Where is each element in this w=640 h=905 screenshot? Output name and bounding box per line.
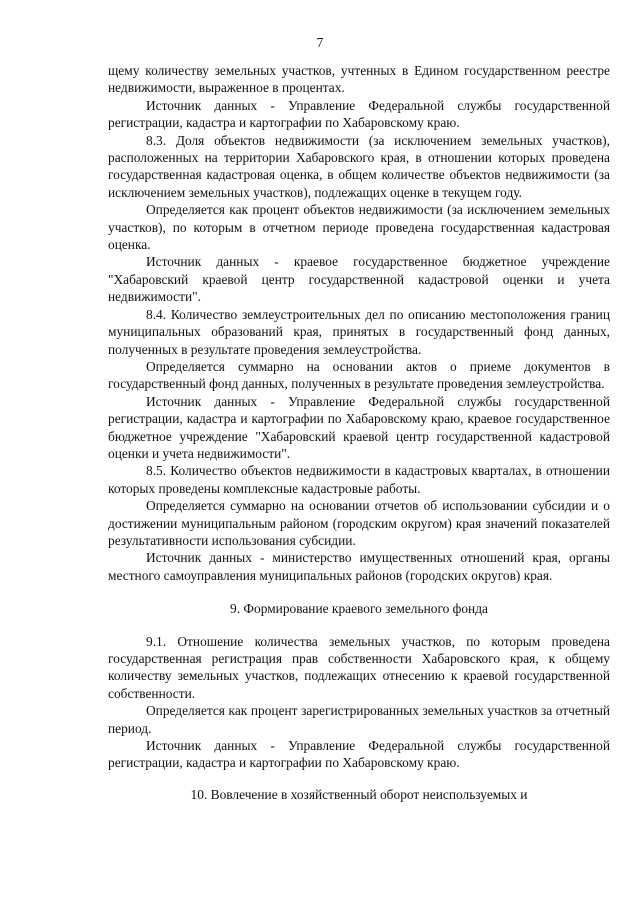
paragraph-source: Источник данных - Управление Федеральной службы государственной регистрации, кадастра и картографии по Хабаровскому краю, краевое государственное бюджетное учреждение "Хабаровский краевой центр государственной кадастровой оценки и учета недвижимости". xyxy=(108,393,610,461)
paragraph-definition: Определяется суммарно на основании отчетов об использовании субсидии и о достижении муниципальным районом (городским округом) края значений показателей результативности использования субсидии. xyxy=(108,498,610,548)
paragraph-8-4: 8.4. Количество землеустроительных дел по описанию местоположения границ муниципальных образований края, принятых в государственный фонд данных, полученных в результате проведения землеустройства. xyxy=(108,306,610,357)
paragraph-continuation: щему количеству земельных участков, учтенных в Едином государственном реестре недвижимости, выраженное в процентах. xyxy=(108,63,610,96)
section-heading-9: 9. Формирование краевого земельного фонда xyxy=(230,601,488,617)
paragraph-source: Источник данных - краевое государственное бюджетное учреждение "Хабаровский краевой центр государственной кадастровой оценки и учета недвижимости". xyxy=(108,254,610,305)
paragraph-source: Источник данных - Управление Федеральной службы государственной регистрации, кадастра и картографии по Хабаровскому краю. xyxy=(108,738,610,771)
document-body xyxy=(108,62,610,803)
paragraph-source: Источник данных - Управление Федеральной службы государственной регистрации, кадастра и картографии по Хабаровскому краю. xyxy=(108,97,610,131)
paragraph-8-3: 8.3. Доля объектов недвижимости (за исключением земельных участков), расположенных на территории Хабаровского края, в отношении которых проведена государственная кадастровая оценка, в общем количестве объектов недвижимости (за исключением земельных участков), подлежащих оценке в текущем году. xyxy=(108,132,610,200)
section-heading-10: 10. Вовлечение в хозяйственный оборот неиспользуемых и xyxy=(190,786,528,802)
paragraph-definition: Определяется суммарно на основании актов о приеме документов в государственный фонд данных, полученных в результате проведения землеустройства. xyxy=(108,358,610,392)
page-number: 7 xyxy=(316,35,324,50)
paragraph-definition: Определяется как процент объектов недвижимости (за исключением земельных участков), по которым в отчетном периоде проведена государственная кадастровая оценка. xyxy=(108,202,610,253)
paragraph-source: Источник данных - министерство имущественных отношений края, органы местного самоуправления муниципальных районов (городских округов) края. xyxy=(108,550,610,583)
paragraph-8-5: 8.5. Количество объектов недвижимости в кадастровых кварталах, в отношении которых проведены комплексные кадастровые работы. xyxy=(108,463,610,496)
paragraph-9-1: 9.1. Отношение количества земельных участков, по которым проведена государственная регистрация прав собственности Хабаровского края, к общему количеству земельных участков, подлежащих отнесению к краевой государственной собственности. xyxy=(108,633,610,701)
paragraph-definition: Определяется как процент зарегистрированных земельных участков за отчетный период. xyxy=(108,703,610,736)
